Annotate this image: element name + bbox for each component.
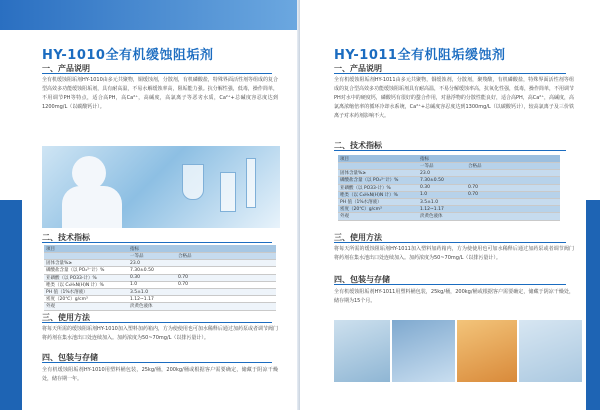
lab-photo-tile [334,320,390,382]
beaker-icon [220,172,236,212]
right-spec-table [338,155,560,221]
left-title: HY-1010全有机缓蚀阻垢剂 [42,48,214,63]
table-cell: 磷酸盐含量（以 PO₄³⁻计）% [338,177,418,184]
table-cell: 1.0 [418,191,466,198]
table-cell: PH 值（1%水溶液） [338,198,418,205]
left-lab-photo [42,146,280,228]
table-row [44,288,276,295]
right-section-4: 四、包装与存储 [334,275,390,284]
table-subheader-row [338,163,560,170]
table-cell: 1.0 [128,281,176,288]
table-row [44,296,276,303]
table-cell: 亚磷酸（以 PO33-计）% [338,184,418,191]
right-usage: 将每天所需的缓蚀阻垢剂HY-1011加入塑料加药箱内，方为使使用也可加水稀释后通过加药泵或者调节阀门将药剂在集水池出口处连续加入。加药浓度为50~70mg/L（以排污量计）。 [334,246,574,261]
table-row [44,303,276,310]
table-header-row [44,245,276,253]
right-page [300,0,600,410]
table-cell: 密度（20℃）g/cm³ [44,296,128,303]
table-cell: 一等品 [418,163,466,170]
table-row [338,191,560,198]
table-cell: 0.70 [176,281,276,288]
table-subheader-row [44,253,276,260]
right-divider-3 [334,242,566,243]
table-cell: 固体含量%≥ [44,260,128,267]
table-cell: 0.30 [418,184,466,191]
left-storage: 全有机缓蚀阻垢剂HY-1010用塑料桶包装，25kg/桶，200kg/桶或根据客户需要确定，储藏于阴凉干燥处，储存期一年。 [42,367,278,382]
table-cell: 3.5±1.0 [128,288,176,295]
table-cell: 淡黄色液体 [418,213,466,220]
left-description: 全有机缓蚀阻垢剂HY-1010由多元共聚物，铜缓蚀剂，分散剂，有机磷酸盐，特殊界面活性剂等组成的复合型高效多功能缓蚀阻垢剂，具有耐高温，不易水解缓蚀率高，阻垢能力强。抗分解性强，低毒，操作简单，不用调节PH等特点，适合高PH，高Ca²⁺，高碱度，高氯离子等恶劣水质，Ca²⁺+总碱度容忍度达到1200mg/L（以碳酸钙计）。 [42,77,278,110]
right-description: 全有机缓蚀阻垢剂HY-1011由多元共聚物，铜缓蚀剂，分散剂，聚羧酸，有机磷酸盐，特殊界面活性剂等组成的复合型高效多功能缓蚀阻垢剂具有耐高温，不易分解缓蚀率高，抗氧化性强，低毒，操作简单，不用调节PH对水中的硬度钙，磷酸钙有很好的螯合作用，对悬浮物的分散性能良好，适合高PH，高Ca²⁺，高碱度，高氯离浓缩倍率的循环冷却水系统，Ca²⁺+总碱度容忍度达到1300mg/L（以碳酸钙计），较高氯离子及三价铁离子对本药剂影响不大。 [334,77,575,119]
table-cell: 一等品 [128,253,176,260]
table-cell [338,163,418,170]
left-divider-1 [42,73,272,74]
right-section-3: 三、使用方法 [334,233,382,242]
right-divider-1 [334,73,566,74]
left-usage: 将每天所需的缓蚀阻垢剂HY-1010加入塑料加药箱内，方为使使用也可加水稀释后通过加药泵或者调节阀门将药剂在集水池出口处连续加入。加药浓度为50~70mg/L（以排污量计）。 [42,326,278,341]
table-row [338,206,560,213]
table-cell: PH 值（1%水溶液） [44,288,128,295]
table-cell: 3.5±1.0 [418,198,466,205]
table-row [44,274,276,281]
flask-photo-tile [457,320,517,382]
right-side-stripe [586,200,600,410]
table-cell: 0.70 [176,274,276,281]
left-section-2: 二、技术指标 [42,233,90,242]
right-title: HY-1011全有机阻垢缓蚀剂 [334,48,506,63]
table-row [44,260,276,267]
table-row [44,267,276,274]
table-cell: 1.12~1.17 [418,206,466,213]
right-divider-2 [334,150,566,151]
table-row [338,177,560,184]
flask-icon [182,164,204,200]
equipment-photo-tile [519,320,582,382]
table-row [338,170,560,177]
table-cell: 唑类（以 C₆H₅N(H)N 计）% [44,281,128,288]
table-cell [466,198,560,205]
table-cell [176,296,276,303]
left-section-1: 一、产品说明 [42,64,90,73]
table-header-cell: 指标 [418,155,466,163]
table-header-cell [176,245,276,253]
table-cell: 7.30±0.50 [128,267,176,274]
table-cell: 磷酸盐含量（以 PO₄³⁻计）% [44,267,128,274]
table-cell [466,170,560,177]
left-header-band [0,0,300,30]
table-cell [44,253,128,260]
table-cell: 0.30 [128,274,176,281]
table-cell: 淡黄色液体 [128,303,176,310]
table-cell [466,206,560,213]
table-header-cell [466,155,560,163]
right-section-1: 一、产品说明 [334,64,382,73]
table-cell: 密度（20℃）g/cm³ [338,206,418,213]
table-header-cell: 指标 [128,245,176,253]
table-cell: 外观 [338,213,418,220]
table-row [44,281,276,288]
table-cell [176,260,276,267]
table-cell: 唑类（以 C₆H₅N(H)N 计）% [338,191,418,198]
scientist-head-icon [72,156,106,190]
table-cell [176,267,276,274]
table-cell: 1.12~1.17 [128,296,176,303]
left-section-4: 四、包装与存储 [42,353,98,362]
table-cell: 外观 [44,303,128,310]
table-cell [466,213,560,220]
test-tube-icon [246,158,256,208]
table-cell: 0.70 [466,184,560,191]
table-cell: 合格品 [176,253,276,260]
right-divider-4 [334,284,566,285]
right-storage: 全有机缓蚀阻垢剂HY-1011用塑料桶包装，25kg/桶，200kg/桶或根据客户需要确定，储藏于阴凉干燥处，储存期为15个月。 [334,289,574,304]
left-section-3: 三、使用方法 [42,313,90,322]
table-cell: 合格品 [466,163,560,170]
table-cell: 23.0 [418,170,466,177]
left-divider-2 [42,242,272,243]
table-cell: 固体含量%≥ [338,170,418,177]
table-cell [466,177,560,184]
table-row [338,198,560,205]
table-header-row [338,155,560,163]
right-section-2: 二、技术指标 [334,141,382,150]
table-cell: 7.30±0.50 [418,177,466,184]
lab-coat-icon [62,186,122,228]
table-cell: 亚磷酸（以 PO33-计）% [44,274,128,281]
left-side-stripe [0,200,22,410]
table-cell: 0.70 [466,191,560,198]
table-row [338,184,560,191]
table-cell [176,288,276,295]
table-header-cell: 项目 [44,245,128,253]
table-cell: 23.0 [128,260,176,267]
table-cell [176,303,276,310]
left-spec-table [44,245,276,311]
scientist-photo-tile [392,320,455,382]
table-row [338,213,560,220]
left-divider-3 [42,322,272,323]
right-photo-strip [334,320,582,382]
table-header-cell: 项目 [338,155,418,163]
left-divider-4 [42,362,272,363]
